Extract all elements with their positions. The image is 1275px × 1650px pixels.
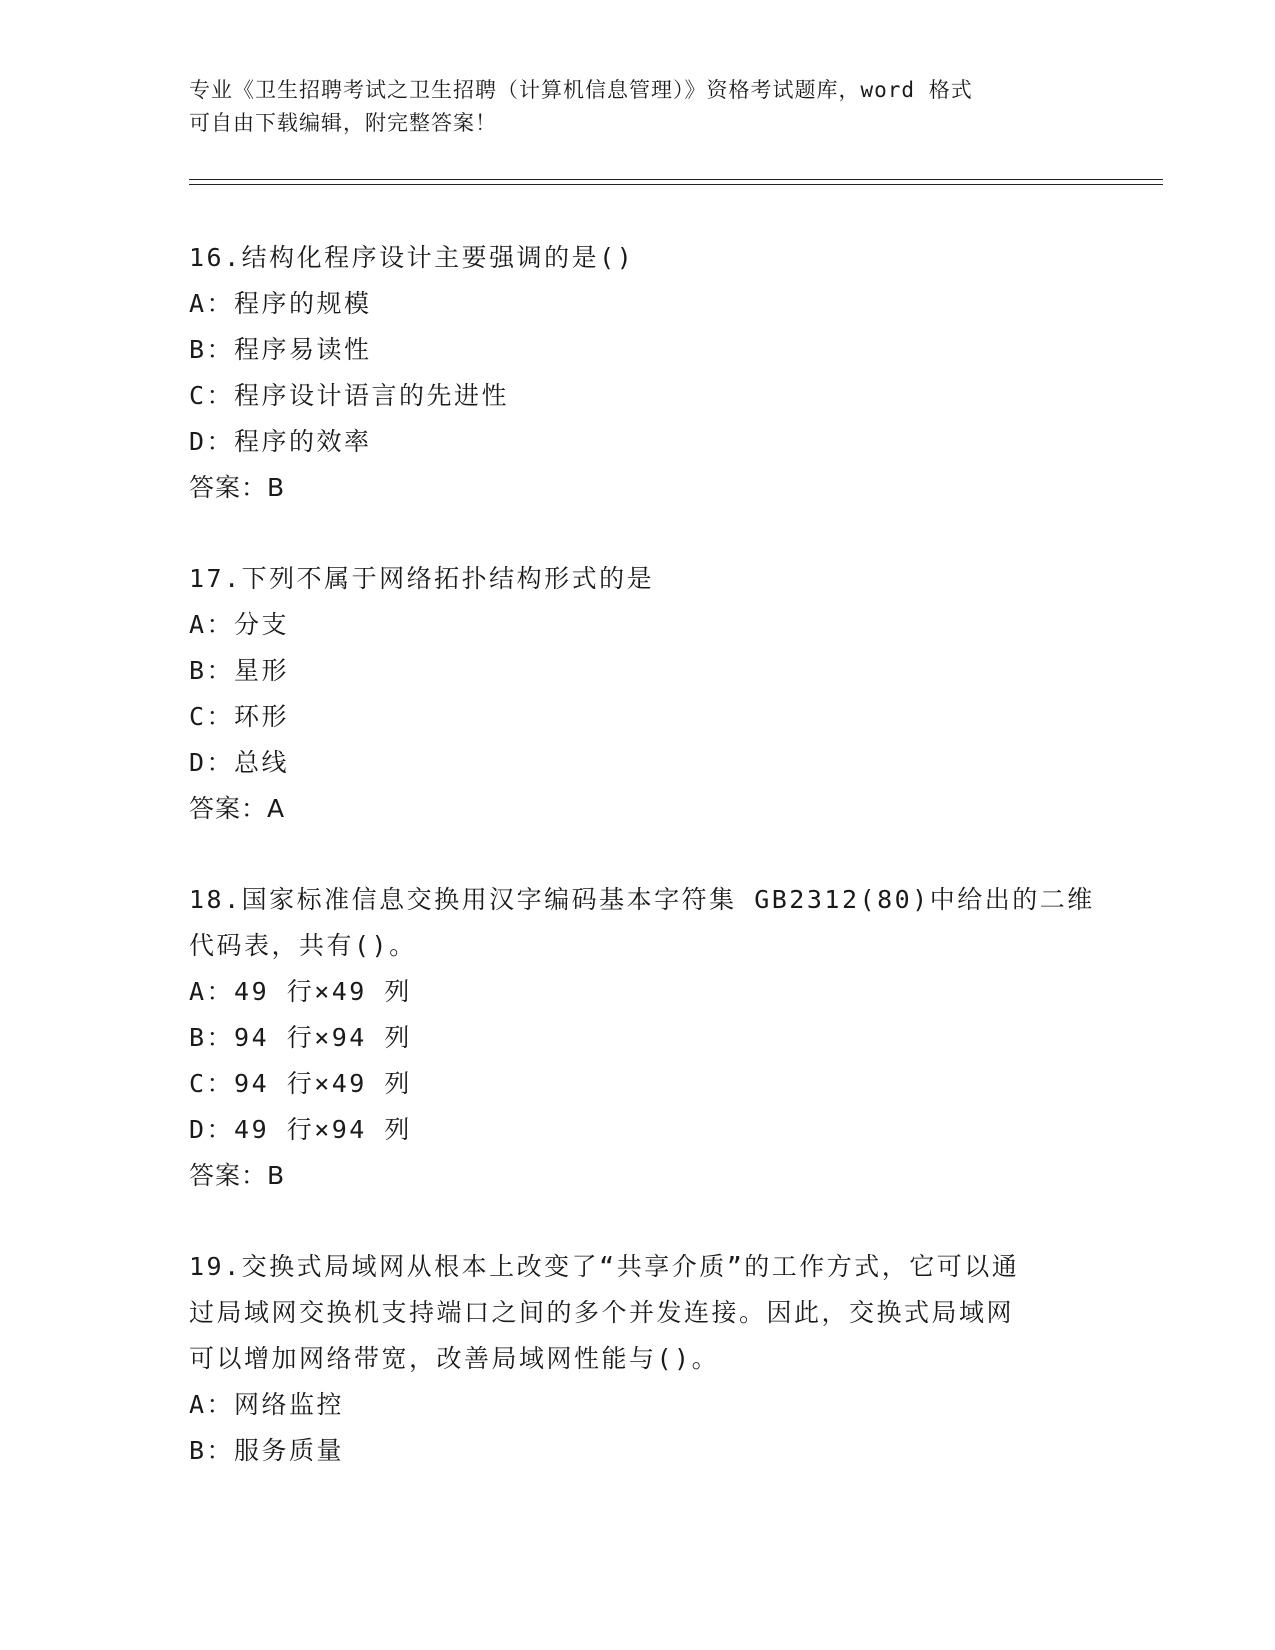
option-d: D：49 行×94 列 xyxy=(189,1115,412,1144)
question-text: 17.下列不属于网络拓扑结构形式的是 xyxy=(189,564,655,593)
option-a: A：网络监控 xyxy=(189,1390,345,1419)
option-c: C：94 行×49 列 xyxy=(189,1069,412,1098)
question-text-continued: 代码表，共有()。 xyxy=(189,931,417,960)
document-header xyxy=(189,74,1089,140)
question-text: 18.国家标准信息交换用汉字编码基本字符集 GB2312(80)中给出的二维 xyxy=(189,885,1095,914)
option-a: A：49 行×49 列 xyxy=(189,977,412,1006)
option-b: B：星形 xyxy=(189,656,290,685)
question-17 xyxy=(189,556,1089,832)
question-text-continued: 过局域网交换机支持端口之间的多个并发连接。因此，交换式局域网 xyxy=(189,1298,1015,1327)
header-line-1: 专业《卫生招聘考试之卫生招聘（计算机信息管理）》资格考试题库，word 格式 xyxy=(189,78,973,102)
question-18 xyxy=(189,877,1095,1199)
header-line-2: 可自由下载编辑，附完整答案！ xyxy=(189,111,497,135)
question-16 xyxy=(189,235,1089,511)
option-a: A：程序的规模 xyxy=(189,289,372,318)
option-c: C：程序设计语言的先进性 xyxy=(189,381,510,410)
option-b: B：程序易读性 xyxy=(189,335,372,364)
answer: 答案：A xyxy=(189,794,286,823)
header-divider-bottom xyxy=(189,184,1163,185)
answer: 答案：B xyxy=(189,473,286,502)
header-divider-top xyxy=(189,179,1163,180)
option-b: B：服务质量 xyxy=(189,1436,345,1465)
question-text-continued: 可以增加网络带宽，改善局域网性能与()。 xyxy=(189,1344,720,1373)
question-text: 16.结构化程序设计主要强调的是() xyxy=(189,243,635,272)
option-c: C：环形 xyxy=(189,702,290,731)
option-b: B：94 行×94 列 xyxy=(189,1023,412,1052)
question-19 xyxy=(189,1244,1089,1474)
option-a: A：分支 xyxy=(189,610,290,639)
option-d: D：程序的效率 xyxy=(189,427,372,456)
question-text: 19.交换式局域网从根本上改变了“共享介质”的工作方式，它可以通 xyxy=(189,1252,1020,1281)
answer: 答案：B xyxy=(189,1161,286,1190)
option-d: D：总线 xyxy=(189,748,290,777)
